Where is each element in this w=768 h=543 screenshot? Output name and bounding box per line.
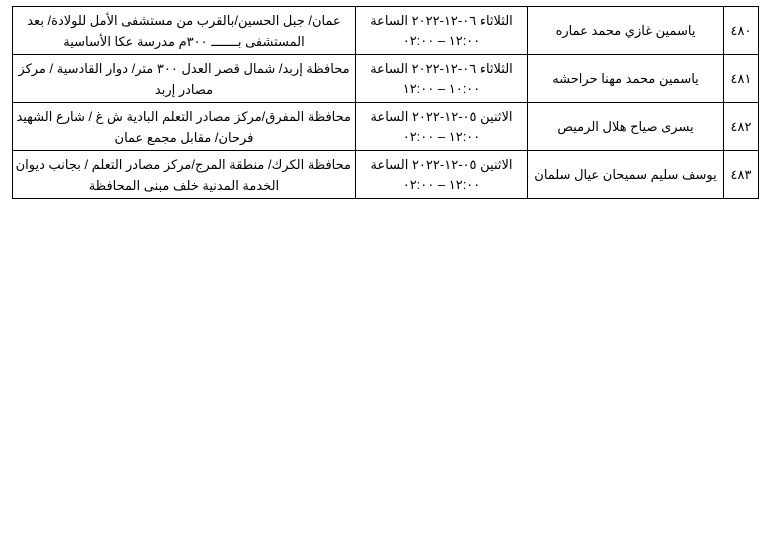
exam-date-cell [356, 7, 528, 55]
person-name: يوسف سليم سميحان عيال سلمان [528, 151, 724, 199]
address-line: محافظة إربد/ شمال قصر العدل ٣٠٠ متر/ دوار القادسية / مركز [18, 60, 350, 76]
table-row [13, 103, 759, 151]
row-number: ٤٨٢ [724, 103, 759, 151]
exam-date: الثلاثاء ٠٦-١٢-٢٠٢٢ الساعة [370, 60, 513, 76]
person-name: يسرى صياح هلال الرميص [528, 103, 724, 151]
exam-date-cell [356, 103, 528, 151]
address-line: الخدمة المدنية خلف مبنى المحافظة [88, 177, 280, 193]
address-line: محافظة المفرق/مركز مصادر التعلم البادية ش غ / شارع الشهيد [16, 108, 351, 124]
exam-time: ١٢:٠٠ – ٠٢:٠٠ [402, 176, 481, 192]
address-line: عمان/ جبل الحسين/بالقرب من مستشفى الأمل للولادة/ بعد [27, 12, 341, 28]
row-number: ٤٨٠ [724, 7, 759, 55]
table-row [13, 151, 759, 199]
exam-time: ١٢:٠٠ – ٠٢:٠٠ [402, 32, 481, 48]
table-row [13, 7, 759, 55]
exam-date: الثلاثاء ٠٦-١٢-٢٠٢٢ الساعة [370, 12, 513, 28]
row-number: ٤٨١ [724, 55, 759, 103]
exam-date: الاثنين ٠٥-١٢-٢٠٢٢ الساعة [370, 156, 513, 172]
exam-date-cell [356, 55, 528, 103]
address-cell [13, 151, 356, 199]
address-line: فرحان/ مقابل مجمع عمان [114, 129, 254, 145]
exam-time: ١٠:٠٠ – ١٢:٠٠ [402, 80, 481, 96]
person-name: ياسمين غازي محمد عماره [528, 7, 724, 55]
exam-date-cell [356, 151, 528, 199]
address-cell [13, 103, 356, 151]
exam-time: ١٢:٠٠ – ٠٢:٠٠ [402, 128, 481, 144]
row-number: ٤٨٣ [724, 151, 759, 199]
schedule-table [12, 6, 759, 199]
schedule-table-container [12, 6, 758, 199]
address-line: محافظة الكرك/ منطقة المرج/مركز مصادر التعلم / بجانب ديوان [15, 156, 351, 172]
exam-date: الاثنين ٠٥-١٢-٢٠٢٢ الساعة [370, 108, 513, 124]
person-name: ياسمين محمد مهنا حراحشه [528, 55, 724, 103]
address-cell [13, 7, 356, 55]
address-line: مصادر إربد [154, 81, 214, 97]
address-cell [13, 55, 356, 103]
address-line: المستشفى بـــــــ ٣٠٠م مدرسة عكا الأساسية [63, 33, 305, 49]
table-row [13, 55, 759, 103]
